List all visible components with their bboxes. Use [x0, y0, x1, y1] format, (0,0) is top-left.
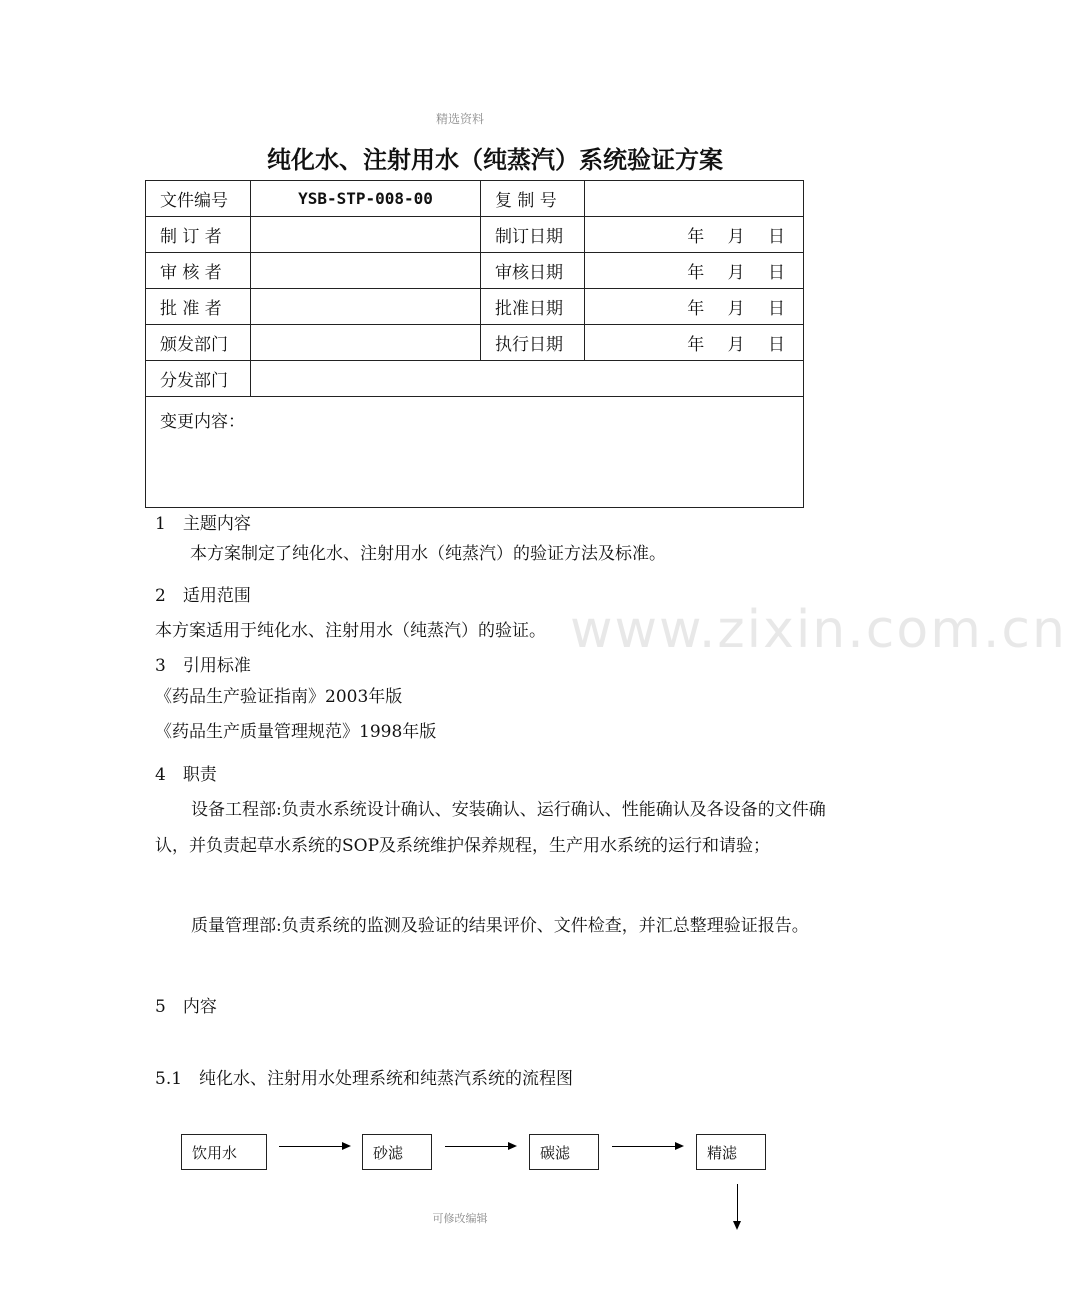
drafter-value: [251, 217, 481, 253]
copy-no-label: 复 制 号: [481, 181, 585, 217]
exec-date-value: 年 月 日: [585, 325, 804, 361]
section-4-para-1: 设备工程部:负责水系统设计确认、安装确认、运行确认、性能确认及各设备的文件确认，并负责起草水系统的SOP及系统维护保养规程，生产用水系统的运行和请验；: [155, 800, 826, 856]
doc-no-label: 文件编号: [146, 181, 251, 217]
flow-arrow-2: [445, 1146, 515, 1147]
flow-box-fine-filter: 精滤: [696, 1134, 766, 1170]
section-5-heading: 5 内容: [155, 997, 217, 1017]
exec-date-label: 执行日期: [481, 325, 585, 361]
draft-date-label: 制订日期: [481, 217, 585, 253]
section-1-heading: 1 主题内容: [155, 514, 251, 534]
watermark: www.zixin.com.cn: [570, 600, 1067, 660]
reviewer-label: 审 核 者: [146, 253, 251, 289]
section-2-body: 本方案适用于纯化水、注射用水（纯蒸汽）的验证。: [155, 621, 546, 641]
reviewer-value: [251, 253, 481, 289]
section-4-heading: 4 职责: [155, 765, 217, 785]
approver-value: [251, 289, 481, 325]
change-content: 变更内容：: [146, 397, 804, 508]
header-note: 精选资料: [435, 112, 484, 126]
flow-box-carbon-filter: 碳滤: [529, 1134, 599, 1170]
document-info-table: [145, 180, 804, 508]
section-3-ref-1: 《药品生产验证指南》2003年版: [155, 687, 403, 707]
section-2-heading: 2 适用范围: [155, 586, 251, 606]
doc-no-value: YSB-STP-008-00: [251, 181, 481, 217]
distrib-label: 分发部门: [146, 361, 251, 397]
copy-no-value: [585, 181, 804, 217]
approve-date-value: 年 月 日: [585, 289, 804, 325]
distrib-value: [251, 361, 804, 397]
footer-note: 可修改编辑: [432, 1212, 488, 1225]
review-date-value: 年 月 日: [585, 253, 804, 289]
review-date-label: 审核日期: [481, 253, 585, 289]
flow-box-potable-water: 饮用水: [181, 1134, 267, 1170]
flow-arrow-1: [279, 1146, 349, 1147]
flow-box-sand-filter: 砂滤: [362, 1134, 432, 1170]
issuer-value: [251, 325, 481, 361]
issuer-label: 颁发部门: [146, 325, 251, 361]
approver-label: 批 准 者: [146, 289, 251, 325]
document-title: 纯化水、注射用水（纯蒸汽）系统验证方案: [267, 146, 723, 174]
section-3-heading: 3 引用标准: [155, 656, 251, 676]
section-5-1-heading: 5.1 纯化水、注射用水处理系统和纯蒸汽系统的流程图: [155, 1069, 574, 1089]
drafter-label: 制 订 者: [146, 217, 251, 253]
approve-date-label: 批准日期: [481, 289, 585, 325]
draft-date-value: 年 月 日: [585, 217, 804, 253]
section-1-body: 本方案制定了纯化水、注射用水（纯蒸汽）的验证方法及标准。: [190, 544, 666, 564]
section-3-ref-2: 《药品生产质量管理规范》1998年版: [155, 722, 437, 742]
section-4-para-2: 质量管理部:负责系统的监测及验证的结果评价、文件检查，并汇总整理验证报告。: [191, 916, 809, 936]
flow-arrow-3: [612, 1146, 682, 1147]
